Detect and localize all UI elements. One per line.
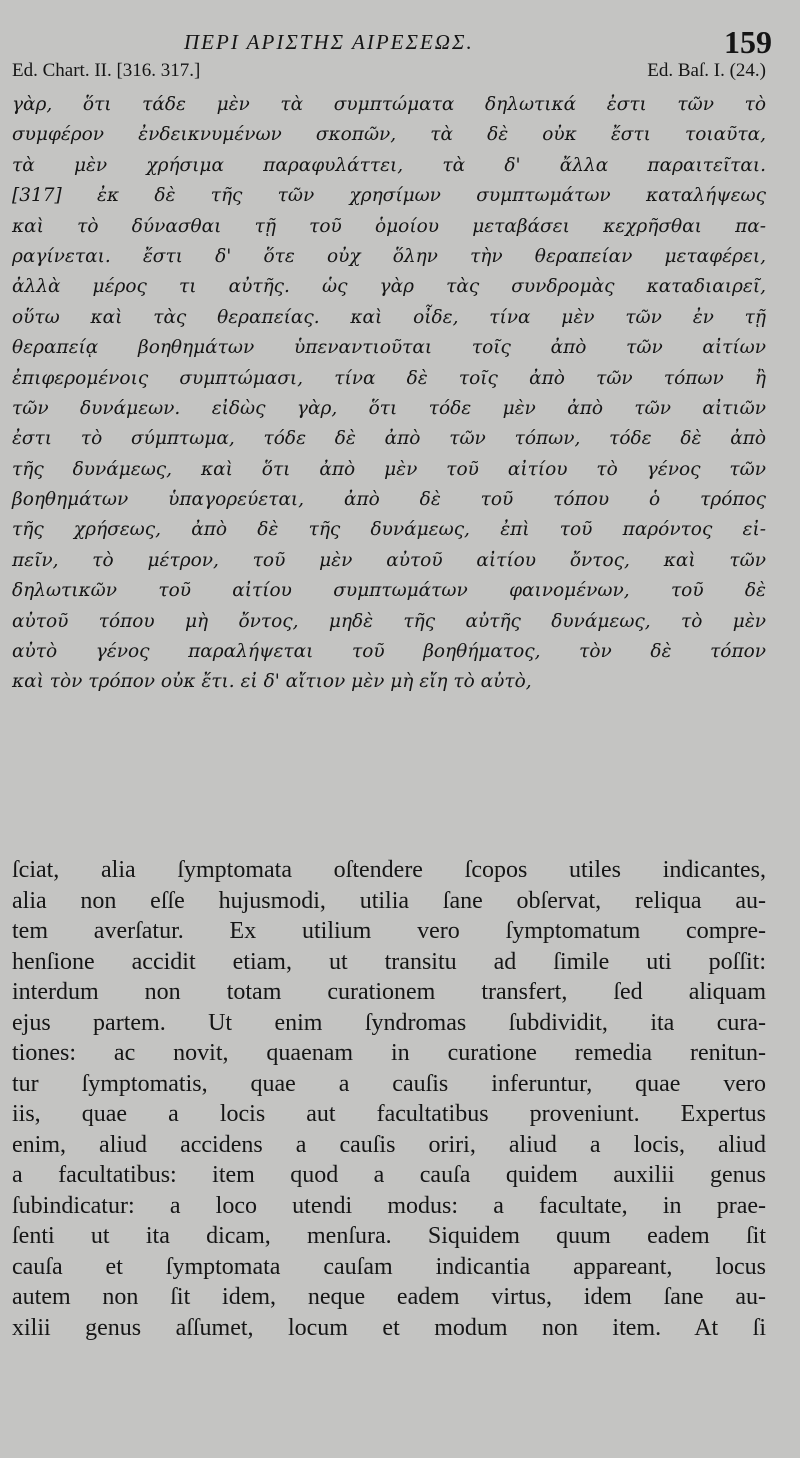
- latin-text-line: interdum non totam curationem transfert, ſed aliquam: [12, 979, 766, 1005]
- latin-text-line: henſione accidit etiam, ut transitu ad ſimile uti poſſit:: [12, 948, 766, 975]
- greek-text-line: τὰ μὲν χρήσιμα παραφυλάττει, τὰ δ' ἄλλα παραιτεῖται.: [12, 154, 766, 176]
- greek-text-line: οὕτω καὶ τὰς θεραπείας. καὶ οἶδε, τίνα μὲν τῶν ἐν τῇ: [12, 306, 766, 328]
- latin-text-block: [12, 855, 766, 1343]
- greek-text-line: γὰρ, ὅτι τάδε μὲν τὰ συμπτώματα δηλωτικά ἐστι τῶν τὸ: [12, 94, 766, 115]
- greek-text-line: τῆς χρήσεως, ἀπὸ δὲ τῆς δυνάμεως, ἐπὶ τοῦ παρόντος εἰ-: [12, 519, 766, 541]
- latin-text-line: tem averſatur. Ex utilium vero ſymptomatum compre-: [12, 918, 766, 944]
- greek-text-line: ἐπιφερομένοις συμπτώμασι, τίνα δὲ τοῖς ἀπὸ τῶν τόπων ἢ: [12, 367, 766, 389]
- page-number: 159: [724, 24, 772, 60]
- greek-text-line: ραγίνεται. ἔστι δ' ὅτε οὐχ ὅλην τὴν θεραπείαν μεταφέρει,: [12, 245, 766, 267]
- greek-text-line: καὶ τὸ δύνασθαι τῇ τοῦ ὁμοίου μεταβάσει κεχρῆσθαι πα-: [12, 215, 766, 237]
- greek-text-line: τῆς δυνάμεως, καὶ ὅτι ἀπὸ μὲν τοῦ αἰτίου τὸ γένος τῶν: [12, 458, 766, 480]
- greek-text-line: συμφέρον ἐνδεικνυμένων σκοπῶν, τὰ δὲ οὐκ ἔστι τοιαῦτα,: [12, 124, 766, 146]
- running-title: ΠΕΡΙ ΑΡΙΣΤΗΣ ΑΙΡΕΣΕΩΣ.: [184, 30, 474, 54]
- latin-text-line: xilii genus aſſumet, locum et modum non item. At ſi: [12, 1314, 766, 1341]
- greek-text-line: βοηθημάτων ὑπαγορεύεται, ἀπὸ δὲ τοῦ τόπου ὁ τρόπος: [12, 489, 766, 511]
- latin-text-line: tur ſymptomatis, quae a cauſis inferuntur, quae vero: [12, 1070, 766, 1097]
- greek-text-line: αὐτὸ γένος παραλήψεται τοῦ βοηθήματος, τὸν δὲ τόπον: [12, 641, 766, 663]
- latin-text-line: autem non ſit idem, neque eadem virtus, idem ſane au-: [12, 1284, 766, 1310]
- latin-text-line: cauſa et ſymptomata cauſam indicantia appareant, locus: [12, 1253, 766, 1280]
- latin-text-line: alia non eſſe hujusmodi, utilia ſane obſervat, reliqua au-: [12, 887, 766, 914]
- edition-reference-right: Ed. Baſ. I. (24.): [647, 60, 766, 81]
- greek-text-line: καὶ τὸν τρόπον οὐκ ἔτι. εἰ δ' αἴτιον μὲν μὴ εἴη τὸ αὐτὸ,: [12, 671, 532, 693]
- latin-text-line: ſciat, alia ſymptomata oſtendere ſcopos utiles indicantes,: [12, 857, 766, 883]
- greek-text-line: θεραπείᾳ βοηθημάτων ὑπεναντιοῦται τοῖς ἀπὸ τῶν αἰτίων: [12, 337, 766, 359]
- latin-text-line: a facultatibus: item quod a cauſa quidem auxilii genus: [12, 1162, 766, 1188]
- greek-text-line: [317] ἐκ δὲ τῆς τῶν χρησίμων συμπτωμάτων καταλήψεως: [12, 185, 766, 207]
- latin-text-line: ejus partem. Ut enim ſyndromas ſubdividit, ita cura-: [12, 1009, 766, 1036]
- greek-text-block: [12, 90, 766, 698]
- latin-text-line: tiones: ac novit, quaenam in curatione remedia renitun-: [12, 1040, 766, 1066]
- greek-text-line: ἐστι τὸ σύμπτωμα, τόδε δὲ ἀπὸ τῶν τόπων, τόδε δὲ ἀπὸ: [12, 428, 766, 450]
- running-head: [12, 24, 772, 60]
- latin-text-line: iis, quae a locis aut facultatibus proveniunt. Expertus: [12, 1101, 766, 1127]
- latin-text-line: ſenti ut ita dicam, menſura. Siquidem quum eadem ſit: [12, 1223, 766, 1249]
- greek-text-line: αὐτοῦ τόπου μὴ ὄντος, μηδὲ τῆς αὐτῆς δυνάμεως, τὸ μὲν: [12, 610, 766, 632]
- edition-reference-line: [12, 60, 766, 88]
- edition-reference-left: Ed. Chart. II. [316. 317.]: [12, 60, 201, 81]
- latin-text-line: ſubindicatur: a loco utendi modus: a facultate, in prae-: [12, 1192, 766, 1219]
- latin-text-line: enim, aliud accidens a cauſis oriri, aliud a locis, aliud: [12, 1131, 766, 1158]
- greek-text-line: δηλωτικῶν τοῦ αἰτίου συμπτωμάτων φαινομένων, τοῦ δὲ: [12, 580, 766, 602]
- greek-text-line: τῶν δυνάμεων. εἰδὼς γὰρ, ὅτι τόδε μὲν ἀπὸ τῶν αἰτιῶν: [12, 397, 766, 419]
- greek-text-line: ἀλλὰ μέρος τι αὐτῆς. ὡς γὰρ τὰς συνδρομὰς καταδιαιρεῖ,: [12, 276, 766, 298]
- greek-text-line: πεῖν, τὸ μέτρον, τοῦ μὲν αὐτοῦ αἰτίου ὄντος, καὶ τῶν: [12, 549, 766, 571]
